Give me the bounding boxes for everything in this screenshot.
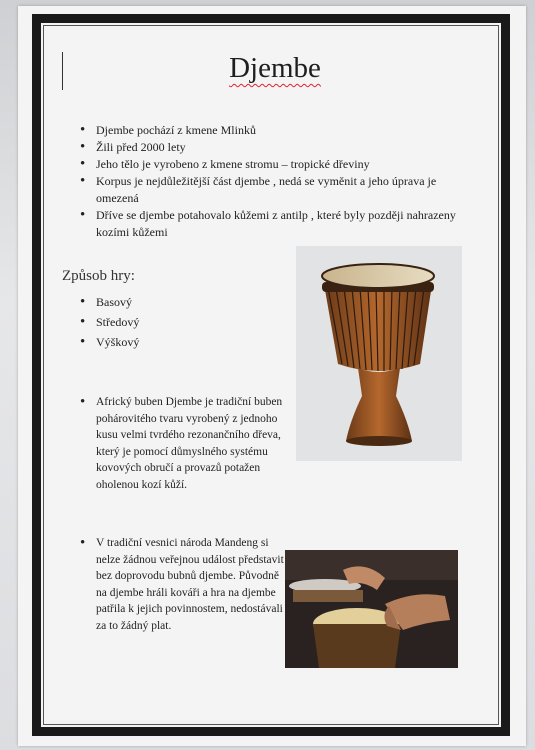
document-title[interactable]: Djembe [229, 52, 321, 84]
section-heading-play-style[interactable]: Způsob hry: [62, 268, 135, 284]
djembe-photo[interactable] [296, 246, 462, 461]
bullet-icon: • [80, 535, 86, 551]
list-item[interactable]: • Dříve se djembe potahovalo kůžemi z antilp , které byly později nahrazeny kozími kůžemi [80, 207, 480, 241]
list-item[interactable]: • Výškový [80, 332, 139, 352]
bullet-icon: • [80, 394, 86, 410]
list-item[interactable]: • Basový [80, 292, 139, 312]
list-item[interactable]: • Djembe pochází z kmene Mlinků [80, 122, 480, 139]
play-style-list [80, 292, 139, 352]
list-item[interactable]: • Jeho tělo je vyrobeno z kmene stromu – tropické dřeviny [80, 156, 480, 173]
drum-playing-photo[interactable] [285, 550, 458, 668]
paragraph-drum-description[interactable]: • Africký buben Djembe je tradiční buben pohárovitého tvaru vyrobený z jednoho kusu velmi tvrdého rezonančního dřeva, který je pomocí důmyslného systému kovových obručí a provazů potažen oholenou kozí kůží. [80, 394, 283, 491]
facts-list [80, 122, 480, 241]
list-item[interactable]: • Žili před 2000 lety [80, 139, 480, 156]
paragraph-drum-tradition[interactable]: • V tradiční vesnici národa Mandeng si nelze žádnou veřejnou událost představit bez doprovodu bubnů djembe. Původně na djembe hráli kováři a hra na djembe patřila k jejich povinnostem, nedostávali za to žádný plat. [80, 535, 284, 632]
text-cursor [62, 52, 63, 90]
list-item[interactable]: • Středový [80, 312, 139, 332]
list-item[interactable]: • Korpus je nejdůležitější část djembe , nedá se vyměnit a jeho úprava je omezená [80, 173, 480, 207]
